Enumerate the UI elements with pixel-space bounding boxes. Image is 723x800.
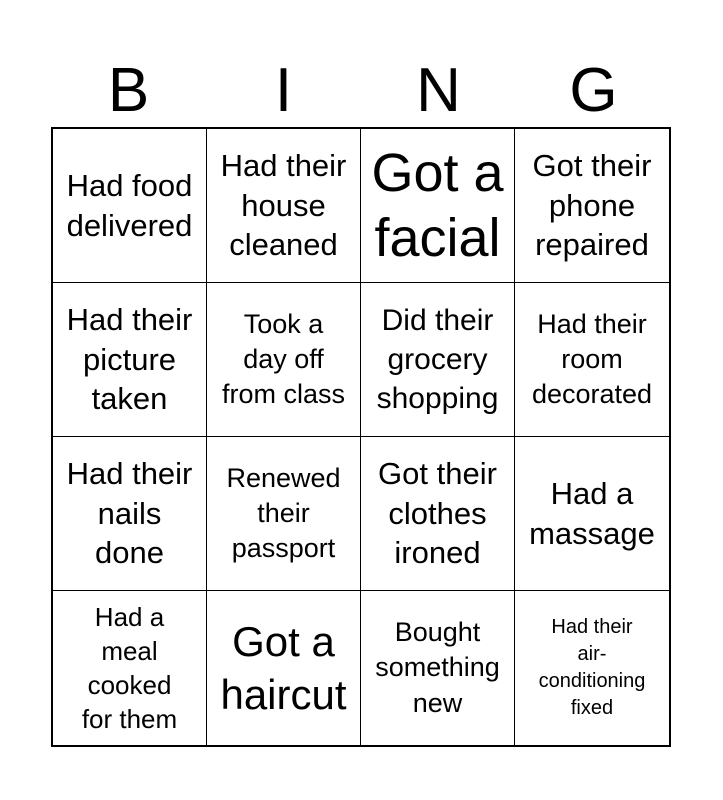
bingo-cell-text: Had their picture taken — [66, 302, 193, 417]
bingo-cell-text: Renewed their passport — [226, 462, 341, 564]
bingo-cell-text: Had their nails done — [66, 456, 193, 571]
bingo-cell-text: Got their clothes ironed — [378, 456, 497, 571]
bingo-cell-text: Had food delivered — [66, 168, 193, 243]
bingo-cell[interactable] — [207, 129, 361, 283]
bingo-cell-text: Got their phone repaired — [532, 148, 652, 263]
bingo-cell-text: Took a day off from class — [221, 308, 346, 410]
bingo-cell[interactable] — [515, 591, 669, 745]
header-letter-b: B — [107, 56, 150, 125]
bingo-cell[interactable] — [515, 283, 669, 437]
bingo-cell[interactable] — [53, 591, 207, 745]
header-letter-i: I — [274, 56, 293, 125]
bingo-cell-text: Had their house cleaned — [220, 148, 347, 263]
bingo-cell-text: Did their grocery shopping — [376, 304, 499, 415]
bingo-cell[interactable] — [207, 437, 361, 591]
bingo-cell[interactable] — [515, 129, 669, 283]
bingo-cell[interactable] — [361, 437, 515, 591]
bingo-cell-text: Got a facial — [371, 142, 504, 268]
bingo-cell[interactable] — [207, 591, 361, 745]
header-letter-g: G — [569, 56, 618, 125]
header-letter-n: N — [416, 56, 461, 125]
bingo-cell[interactable] — [361, 591, 515, 745]
bingo-cell[interactable] — [361, 283, 515, 437]
bingo-cell-text: Had their room decorated — [531, 308, 653, 410]
bingo-cell[interactable] — [53, 129, 207, 283]
bingo-header — [51, 58, 671, 124]
bingo-cell-text: Had a massage — [529, 476, 655, 551]
bingo-cell-text: Bought something new — [375, 617, 500, 718]
bingo-cell[interactable] — [53, 283, 207, 437]
bingo-cell[interactable] — [53, 437, 207, 591]
bingo-cell-text: Had a meal cooked for them — [81, 601, 178, 735]
bingo-cell[interactable] — [361, 129, 515, 283]
bingo-cell-text: Had their air- conditioning fixed — [538, 616, 646, 719]
bingo-board — [51, 127, 671, 747]
bingo-cell[interactable] — [207, 283, 361, 437]
bingo-cell-text: Got a haircut — [220, 617, 347, 718]
bingo-cell[interactable] — [515, 437, 669, 591]
